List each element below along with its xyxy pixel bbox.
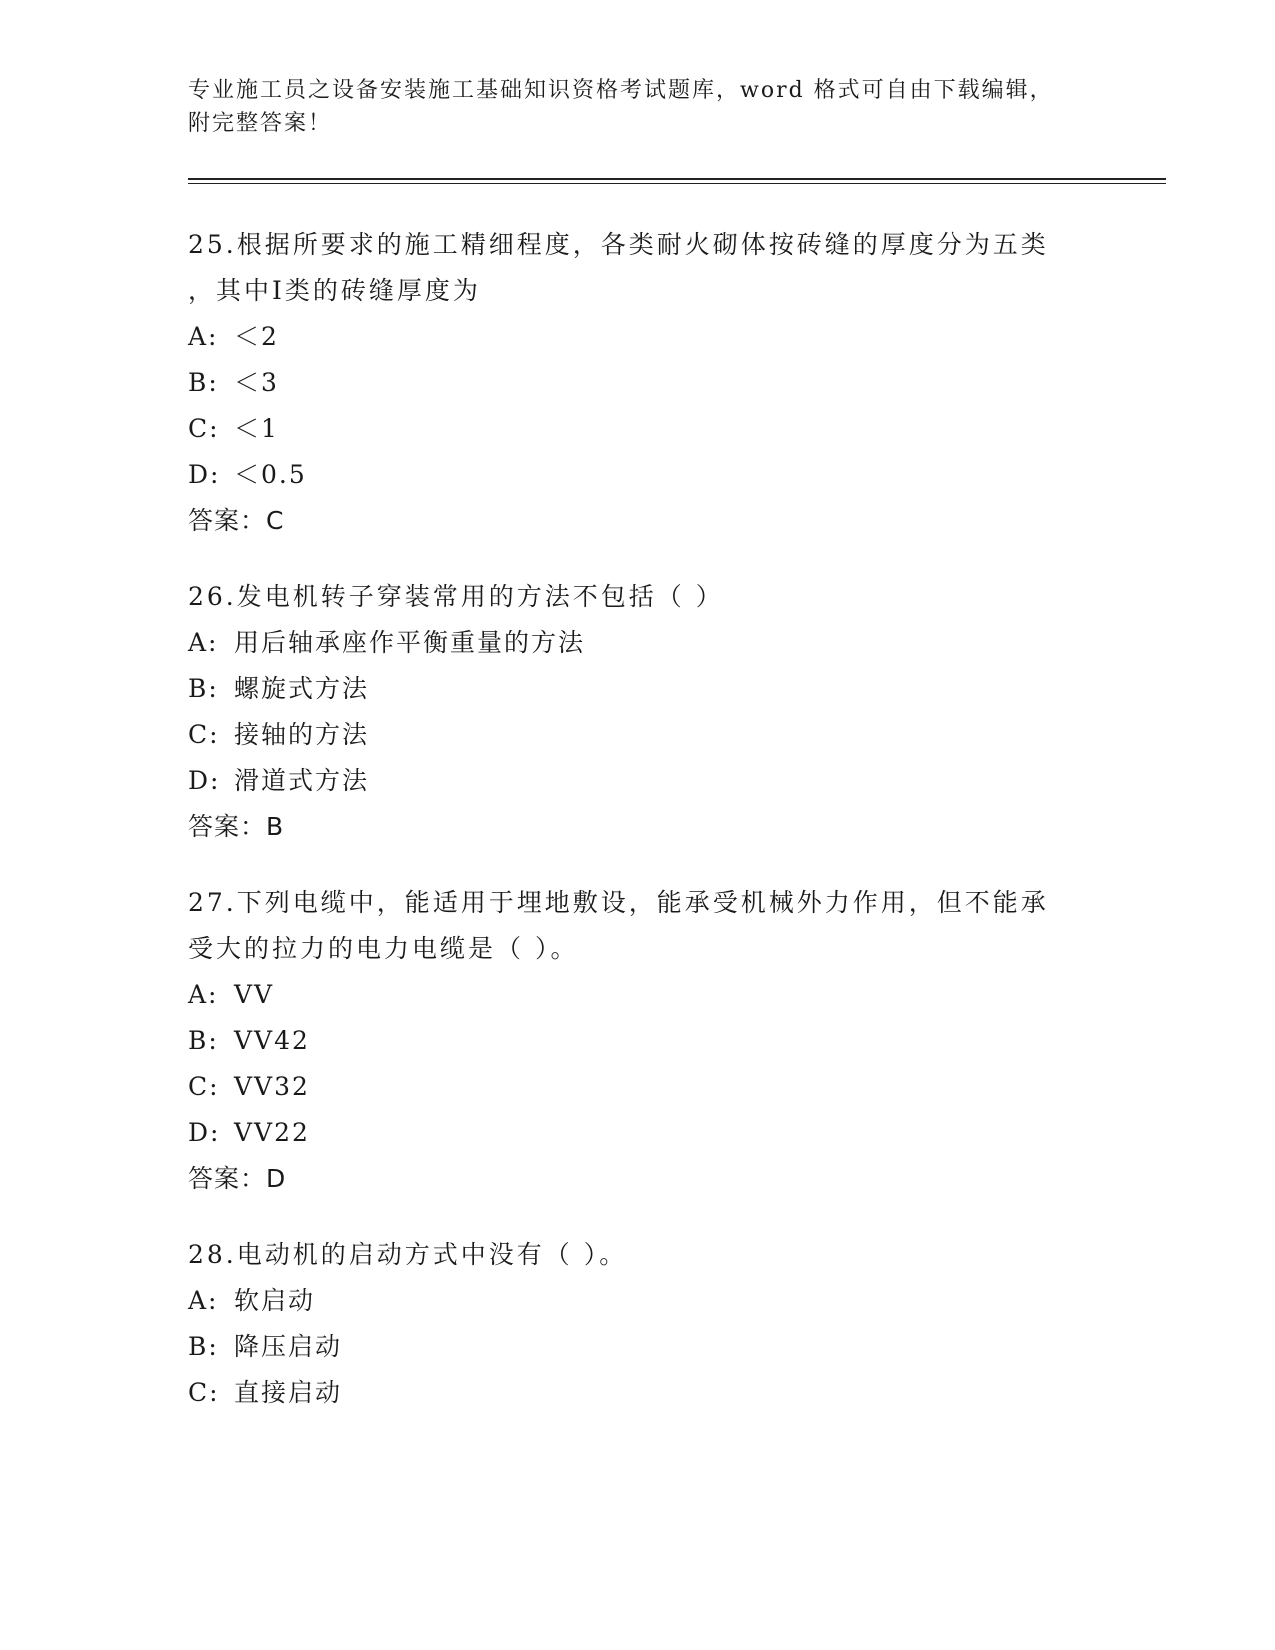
option-text: VV32 <box>234 1072 310 1101</box>
option-a <box>188 620 1088 666</box>
question-stem-line: 28.电动机的启动方式中没有（ ）。 <box>188 1240 628 1269</box>
option-key: A: <box>188 980 219 1009</box>
question-stem-line: ，其中Ⅰ类的砖缝厚度为 <box>188 276 481 305</box>
option-key: B: <box>188 674 219 703</box>
question-25 <box>188 222 1088 544</box>
option-key: B: <box>188 1332 219 1361</box>
question-stem-line: 受大的拉力的电力电缆是（ ）。 <box>188 934 579 963</box>
option-c <box>188 1064 1088 1110</box>
option-text: ＜0.5 <box>234 460 307 489</box>
option-b <box>188 1324 1088 1370</box>
question-28 <box>188 1232 1088 1416</box>
option-text: 螺旋式方法 <box>234 674 370 703</box>
answer-label: 答案：D <box>188 1164 287 1193</box>
option-key: A: <box>188 322 219 351</box>
option-a <box>188 1278 1088 1324</box>
option-text: ＜2 <box>234 322 279 351</box>
option-text: 用后轴承座作平衡重量的方法 <box>234 628 586 657</box>
option-c <box>188 1370 1088 1416</box>
header-line-1: 专业施工员之设备安装施工基础知识资格考试题库，word 格式可自由下载编辑， <box>188 78 1054 103</box>
option-a <box>188 314 1088 360</box>
question-27 <box>188 880 1088 1202</box>
question-stem-line: 27.下列电缆中，能适用于埋地敷设，能承受机械外力作用，但不能承 <box>188 888 1049 917</box>
option-b <box>188 1018 1088 1064</box>
option-key: D: <box>188 460 221 489</box>
question-stem-line: 25.根据所要求的施工精细程度，各类耐火砌体按砖缝的厚度分为五类 <box>188 230 1049 259</box>
document-header <box>188 74 1088 140</box>
option-b <box>188 666 1088 712</box>
header-divider <box>188 178 1166 184</box>
option-text: 降压启动 <box>234 1332 343 1361</box>
question-stem-line: 26.发电机转子穿装常用的方法不包括（ ） <box>188 582 724 611</box>
option-text: VV22 <box>234 1118 310 1147</box>
option-a <box>188 972 1088 1018</box>
option-text: 软启动 <box>234 1286 316 1315</box>
option-key: D: <box>188 1118 221 1147</box>
answer-label: 答案：B <box>188 812 285 841</box>
option-d <box>188 1110 1088 1156</box>
option-key: A: <box>188 1286 219 1315</box>
option-d <box>188 452 1088 498</box>
question-26 <box>188 574 1088 850</box>
option-key: C: <box>188 1072 220 1101</box>
option-key: A: <box>188 628 219 657</box>
option-text: 直接启动 <box>234 1378 343 1407</box>
option-text: VV42 <box>234 1026 310 1055</box>
option-b <box>188 360 1088 406</box>
option-c <box>188 406 1088 452</box>
option-key: C: <box>188 1378 220 1407</box>
option-key: B: <box>188 368 219 397</box>
option-text: 滑道式方法 <box>234 766 370 795</box>
answer-label: 答案：C <box>188 506 285 535</box>
option-text: 接轴的方法 <box>234 720 370 749</box>
header-line-2: 附完整答案！ <box>188 111 333 136</box>
option-text: ＜1 <box>234 414 279 443</box>
option-key: B: <box>188 1026 219 1055</box>
option-key: C: <box>188 720 220 749</box>
option-text: VV <box>234 980 275 1009</box>
option-d <box>188 758 1088 804</box>
option-text: ＜3 <box>234 368 279 397</box>
option-key: C: <box>188 414 220 443</box>
option-key: D: <box>188 766 221 795</box>
option-c <box>188 712 1088 758</box>
